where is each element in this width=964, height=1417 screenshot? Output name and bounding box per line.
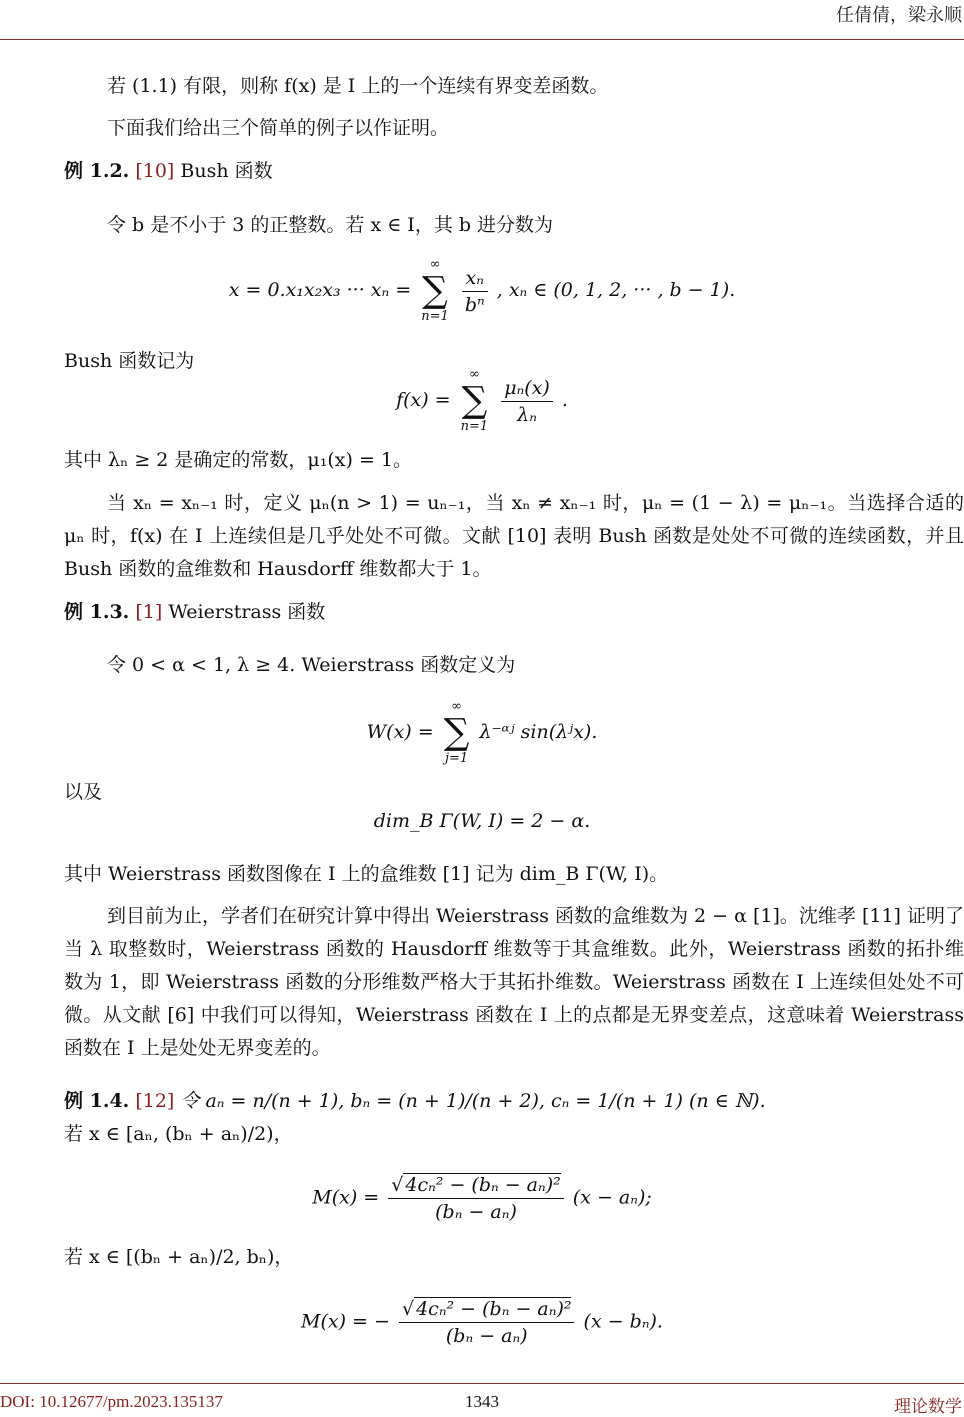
equation-lhs: x = 0.x₁x₂x₃ ··· xₙ = [228, 279, 412, 301]
fraction: $\frac{\text{xₙ}}{\text{bⁿ}}$ [462, 265, 488, 318]
footer-journal-link[interactable]: 理论数学 [894, 1397, 962, 1416]
paragraph-case-2: 若 x ∈ [(bₙ + aₙ)/2, bₙ)， [64, 1246, 294, 1268]
fraction: $\frac{\text{√ 4cₙ² − (bₙ − aₙ)²}}{\text{(bₙ − aₙ)}}$ [388, 1172, 564, 1225]
equation-rest: . [561, 389, 568, 411]
example-1-4-heading [64, 1085, 964, 1118]
paragraph-intro-examples: 下面我们给出三个简单的例子以作证明。 [107, 117, 450, 139]
equation-box-dimension: dim_B Γ(W, I) = 2 − α. [373, 810, 591, 832]
paragraph-weierstrass-properties: 到目前为止，学者们在研究计算中得出 Weierstrass 函数的盒维数为 2 − α [1]。沈维孝 [11] 证明了当 λ 取整数时，Weierstrass 函数的 Hausdorff 维数等于其盒维数。此外，Weierstrass 函数的拓扑维数为 1，即 Weierstrass 函数的分形维数严格大于其拓扑维数。Weierstrass 函数在 I 上连续但处处不可微。从文献 [6] 中我们可以得知，Weierstrass 函数在 I 上的点都是无界变差点，这意味着 Weierstrass 函数在 I 上是处处无界变差的。 [64, 905, 964, 1059]
footer-doi-link[interactable]: DOI: 10.12677/pm.2023.135137 [0, 1392, 223, 1411]
equation-lhs: f(x) = [396, 389, 451, 411]
example-label: 例 1.2. [64, 160, 130, 182]
equation-lhs: W(x) = [366, 721, 434, 743]
example-title: Weierstrass 函数 [168, 601, 326, 623]
example-definition: 令 aₙ = n/(n + 1), bₙ = (n + 1)/(n + 2), cₙ = 1/(n + 1) (n ∈ ℕ). [180, 1090, 766, 1112]
example-1-2-heading [64, 155, 964, 188]
example-title: Bush 函数 [180, 160, 273, 182]
equation-m-second-half [0, 1296, 964, 1349]
equation-m-first-half [0, 1172, 964, 1225]
paragraph-dimension-notation: 其中 Weierstrass 函数图像在 I 上的盒维数 [1] 记为 dim_B Γ(W, I)。 [64, 863, 669, 885]
paragraph-bush-definition: Bush 函数记为 [64, 350, 195, 372]
example-1-3-heading [64, 596, 964, 629]
example-label: 例 1.3. [64, 601, 130, 623]
fraction: $\frac{\text{μₙ(x)}}{\text{λₙ}}$ [501, 375, 553, 428]
paragraph-bush-properties: 当 xₙ = xₙ₋₁ 时，定义 μₙ(n > 1) = uₙ₋₁，当 xₙ ≠ xₙ₋₁ 时，μₙ = (1 − λ) = μₙ₋₁。当选择合适的 μₙ 时，f(x) 在 I 上连续但是几乎处处不可微。文献 [10] 表明 Bush 函数是处处不可微的连续函数，并且 Bush 函数的盒维数和 Hausdorff 维数都大于 1。 [64, 492, 964, 580]
equation-weierstrass-function [0, 700, 964, 766]
summation-symbol: ∞ ∑ j=1 [443, 699, 470, 766]
equation-lhs: M(x) = [312, 1186, 380, 1209]
paragraph-yiji: 以及 [64, 781, 103, 803]
citation-link[interactable]: [12] [135, 1090, 175, 1112]
footer-page-number: 1343 [465, 1392, 499, 1411]
fraction: $\frac{\text{√ 4cₙ² − (bₙ − aₙ)²}}{\text{(bₙ − aₙ)}}$ [399, 1296, 575, 1349]
paragraph-case-1: 若 x ∈ [aₙ, (bₙ + aₙ)/2)， [64, 1123, 293, 1145]
paragraph-bounded-variation: 若 (1.1) 有限，则称 f(x) 是 I 上的一个连续有界变差函数。 [107, 75, 609, 97]
equation-rest: (x − aₙ); [572, 1186, 652, 1209]
equation-rest: (x − bₙ). [583, 1310, 663, 1333]
citation-link[interactable]: [10] [135, 160, 175, 182]
paragraph-weierstrass-def: 令 0 < α < 1, λ ≥ 4. Weierstrass 函数定义为 [107, 654, 516, 676]
equation-rest: , xₙ ∈ (0, 1, 2, ··· , b − 1). [496, 279, 736, 301]
running-header-authors: 任倩倩，梁永顺 [836, 5, 962, 26]
footer-rule [0, 1383, 964, 1384]
citation-link[interactable]: [1] [135, 601, 163, 623]
paragraph-lambda-constant: 其中 λₙ ≥ 2 是确定的常数，μ₁(x) = 1。 [64, 449, 413, 471]
header-rule [0, 39, 964, 40]
paragraph-base-b: 令 b 是不小于 3 的正整数。若 x ∈ I，其 b 进分数为 [107, 214, 554, 236]
equation-bush-function [0, 368, 964, 434]
example-label: 例 1.4. [64, 1090, 130, 1112]
summation-symbol: ∞ ∑ n=1 [421, 257, 449, 324]
equation-b-adic-expansion [0, 258, 964, 324]
equation-body: λ⁻ᵅʲ sin(λʲx). [479, 721, 598, 743]
equation-lhs: M(x) = − [301, 1310, 390, 1333]
summation-symbol: ∞ ∑ n=1 [460, 367, 489, 434]
